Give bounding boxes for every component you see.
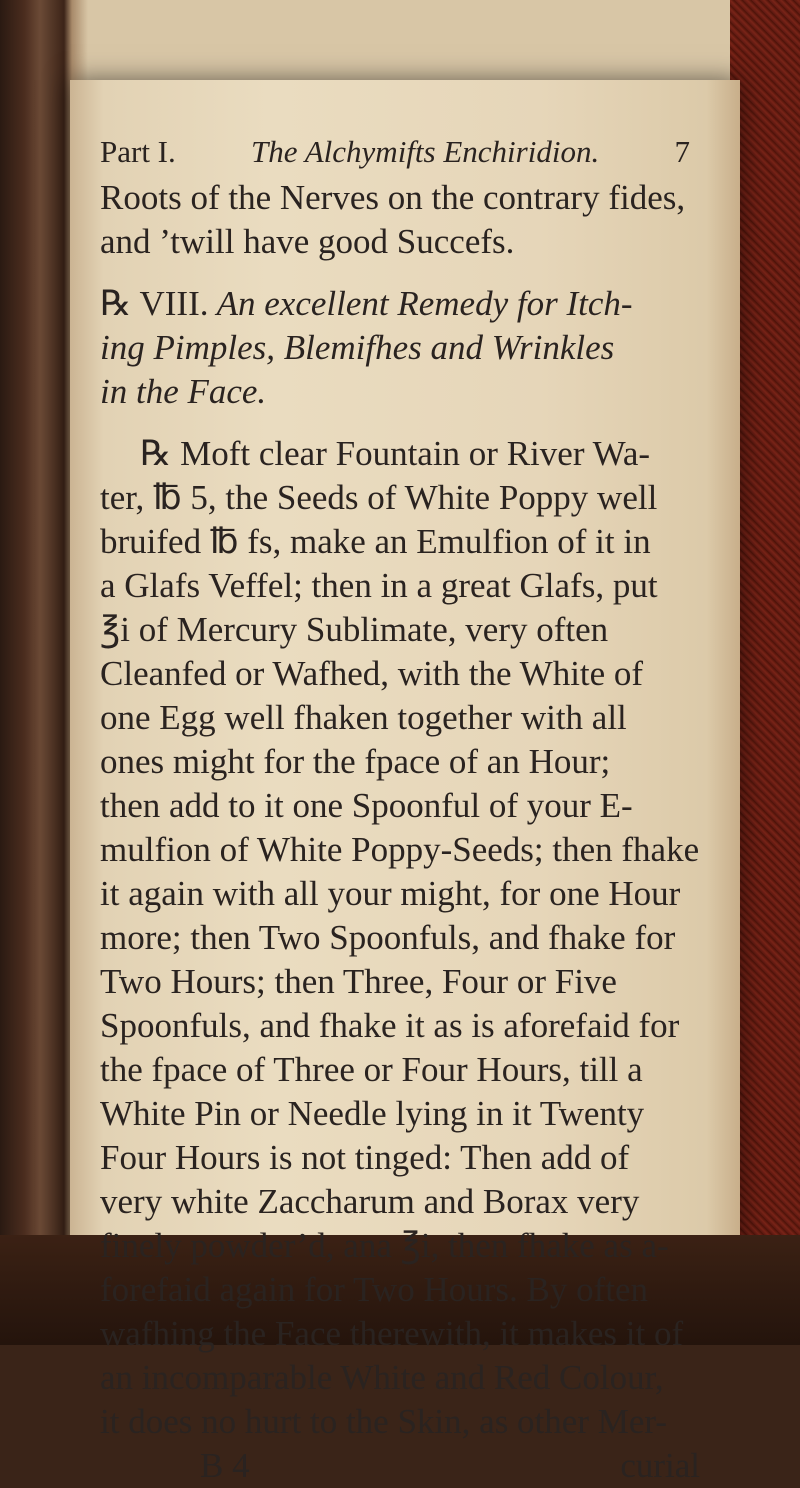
body-line: White Pin or Needle lying in it Twenty — [100, 1092, 700, 1136]
section-label: ℞ VIII. — [100, 284, 209, 323]
body-line: ℞ Moft clear Fountain or River Wa- — [100, 432, 700, 476]
page-text — [100, 128, 700, 1488]
body-line: forefaid again for Two Hours. By often — [100, 1268, 700, 1312]
body-line: very white Zaccharum and Borax very — [100, 1180, 700, 1224]
body-line: then add to it one Spoonful of your E- — [100, 784, 700, 828]
section-title-line: ing Pimples, Blemifhes and Wrinkles — [100, 326, 700, 370]
body-line: mulfion of White Poppy-Seeds; then fhake — [100, 828, 700, 872]
body-line: one Egg well fhaken together with all — [100, 696, 700, 740]
section-title-line: An excellent Remedy for Itch- — [217, 284, 633, 323]
body-line: a Glafs Veffel; then in a great Glafs, put — [100, 564, 700, 608]
body-line: ℥i of Mercury Sublimate, very often — [100, 608, 700, 652]
body-line: an incomparable White and Red Colour, — [100, 1356, 700, 1400]
header-part: Part I. — [100, 128, 176, 176]
body-line: more; then Two Spoonfuls, and fhake for — [100, 916, 700, 960]
catchword: curial — [620, 1444, 700, 1488]
body-line: bruifed ℔ fs, make an Emulfion of it in — [100, 520, 700, 564]
header-title: The Alchymifts Enchiridion. — [251, 128, 599, 176]
intro-line: and ’twill have good Succefs. — [100, 220, 700, 264]
body-line: Two Hours; then Three, Four or Five — [100, 960, 700, 1004]
body-text — [100, 432, 700, 1444]
body-line: finely powder’d, ana ℥i, then fhake as a- — [100, 1224, 700, 1268]
body-line: it does no hurt to the Skin, as other Mer- — [100, 1400, 700, 1444]
body-line: Spoonfuls, and fhake it as is aforefaid for — [100, 1004, 700, 1048]
body-line: the fpace of Three or Four Hours, till a — [100, 1048, 700, 1092]
body-line: wafhing the Face therewith, it makes it of — [100, 1312, 700, 1356]
body-line: ter, ℔ 5, the Seeds of White Poppy well — [100, 476, 700, 520]
section-title — [100, 282, 700, 326]
book-cover-edge — [730, 0, 800, 1345]
intro-line: Roots of the Nerves on the contrary fides, — [100, 176, 700, 220]
page-footer — [100, 1444, 700, 1488]
body-line: ones might for the fpace of an Hour; — [100, 740, 700, 784]
body-line: Four Hours is not tinged: Then add of — [100, 1136, 700, 1180]
body-line: it again with all your might, for one Hour — [100, 872, 700, 916]
page-number: 7 — [674, 128, 690, 176]
section-title-line: in the Face. — [100, 370, 700, 414]
body-line: Cleanfed or Wafhed, with the White of — [100, 652, 700, 696]
signature-mark: B 4 — [200, 1444, 250, 1488]
running-header — [100, 128, 690, 176]
